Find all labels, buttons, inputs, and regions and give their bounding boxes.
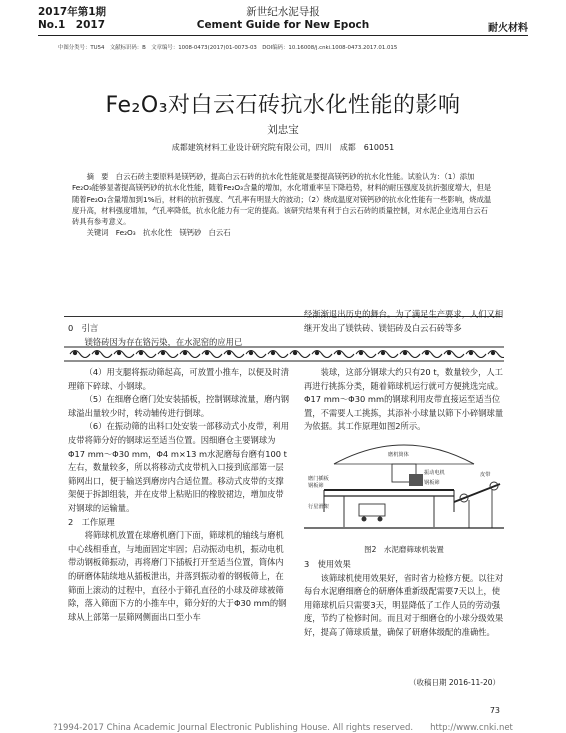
affiliation: 成都建筑材料工业设计研究院有限公司，四川 成都 610051 (171, 143, 395, 152)
figure-ball-screen (304, 432, 504, 540)
article-title: Fe₂O₃对白云石砖抗水化性能的影响 (105, 93, 461, 118)
section-heading-3: 3 使用效果 (304, 559, 351, 569)
intro-right (304, 308, 504, 335)
right-column-top (304, 366, 504, 434)
fig-label-screen-left: 钢板筛 (308, 483, 324, 489)
right-para-1: 装球，这部分钢球大约只有20 t，数量较少，人工再进行挑拣分类，随着筛球机运行就可方便挑选完成。Φ17 mm～Φ30 mm的钢球利用皮带直接运至适当位置，不需要人工挑拣，其添补小球量以筛下小碎钢球量为依据。其工作原理如图2所示。 (304, 367, 504, 432)
journal-name-cn: 新世纪水泥导报 (246, 6, 320, 18)
page-number: 73 (489, 706, 500, 715)
received-date: （收稿日期 2016-11-20） (409, 678, 500, 687)
fig-label-vib-motor: 振动电机 (424, 470, 445, 476)
fig-label-belt: 皮带 (480, 472, 491, 478)
column-name: 耐火材料 (488, 23, 528, 34)
keywords: 关键词 Fe₂O₃ 抗水化性 镁钙砂 白云石 (86, 228, 231, 238)
fig-label-mill-drum: 磨机筒体 (388, 452, 409, 458)
intro-left-text: 镁铬砖因为存在铬污染，在水泥窑的应用已 (84, 336, 243, 347)
journal-name-en: Cement Guide for New Epoch (196, 19, 370, 31)
intro-heading: 0 引言 (68, 323, 99, 333)
abstract (72, 171, 492, 239)
decorative-border (64, 344, 504, 364)
right-column-bottom (304, 558, 504, 640)
left-para-6: （6）在振动筛的出料口处安装一部移动式小皮带，利用皮带将筛分好的钢球运至适当位置。因细磨仓主要钢球为Φ17 mm～Φ30 mm，Φ4 m×13 m水泥磨每台磨有100 t左右，数量较多，所以将移动式皮带机入口接到底部第一层筛网出口，便于输送到磨房内合适位置。移动式皮带的支撑架便于拆卸组装，并在皮带上粘贴旧的橡胶裙边，增加皮带对钢球的运输量。 (68, 421, 289, 513)
copyright-footer: ?1994-2017 China Academic Journal Electronic Publishing House. All rights reserved. http://www.cnki.net (53, 723, 513, 733)
author: 刘忠宝 (267, 124, 299, 136)
left-para-5: （5）在细磨仓磨门处安装插板，控制钢球流量，磨内钢球溢出量较少时，转动辅传进行倒球。 (68, 394, 289, 418)
article-meta: 中图分类号：TU54 文献标识码：B 文章编号：1008-0473(2017)01-0073-03 DOI编码：10.16008/j.cnki.1008-0473.2017.01.015 (58, 45, 398, 51)
journal-title (0, 6, 566, 32)
fig-label-mill-gate: 磨门插板 (308, 476, 329, 482)
left-para-7: 将筛球机放置在球磨机磨门下面，筛球机的轴线与磨机中心线相垂直，与地面固定牢固；启动振动电机，振动电机带动钢板筛振动，再将磨门下插板打开至适当位置，筒体内的研磨体陆续地从插板泄出，并落到振动着的钢板筛上，在筛面上滚动的过程中，直径小于筛孔直径的小球及碎球被筛除，落入筛面下方的小推车中，筛分好的大于Φ30 mm的钢球从上部第一层筛网侧面出口至小车 (68, 530, 287, 622)
fig-label-carriage: 行星滑架 (308, 504, 329, 510)
header-rule (38, 35, 528, 36)
section-heading-2: 2 工作原理 (68, 516, 115, 527)
issue-number: No.1 2017 (38, 19, 106, 31)
issue-year: 2017年第1期 (38, 6, 107, 18)
left-column (68, 366, 290, 624)
right-para-2: 该筛球机使用效果好，省时省力检修方便。以往对每台水泥磨细磨仓的研磨体重新级配需要7天以上，使用筛球机后只需要3天，明显降低了工作人员的劳动强度，节约了检修时间。而且对于细磨仓的小球分级效果好，提高了筛球质量，确保了研磨体级配的准确性。 (304, 572, 504, 637)
intro-right-text: 经渐渐退出历史的舞台。为了满足生产要求，人们又相继开发出了镁铁砖、镁铝砖及白云石砖等多 (304, 309, 504, 333)
fig-label-screen-center: 钢板筛 (424, 480, 440, 486)
left-para-4: （4）用支腿将振动筛起高，可放置小推车，以便及时清理筛下碎球、小钢球。 (68, 367, 289, 391)
figure-caption: 图2 水泥磨筛球机装置 (364, 545, 444, 554)
abstract-text: 摘 要 白云石砖主要原料是镁钙砂，提高白云石砖的抗水化性能就是要提高镁钙砂的抗水化性能。试验认为：（1）添加Fe₂O₃能够显著提高镁钙砂的抗水化性能，随着Fe₂O₃含量的增加，水化增重率呈下降趋势，材料的耐压强度及抗折强度增大，但是随着Fe₂O₃含量增加到1%后，材料的抗折强度、气孔率有明显大的波动；（2）烧成温度对镁钙砂的抗水化性能有一些影响，烧成温度升高，材料强度增加，气孔率降低，抗水化能力有一定的提高。该研究结果有利于白云石砖的质量控制，对水泥企业选用白云石砖具有参考意义。 (72, 172, 492, 227)
